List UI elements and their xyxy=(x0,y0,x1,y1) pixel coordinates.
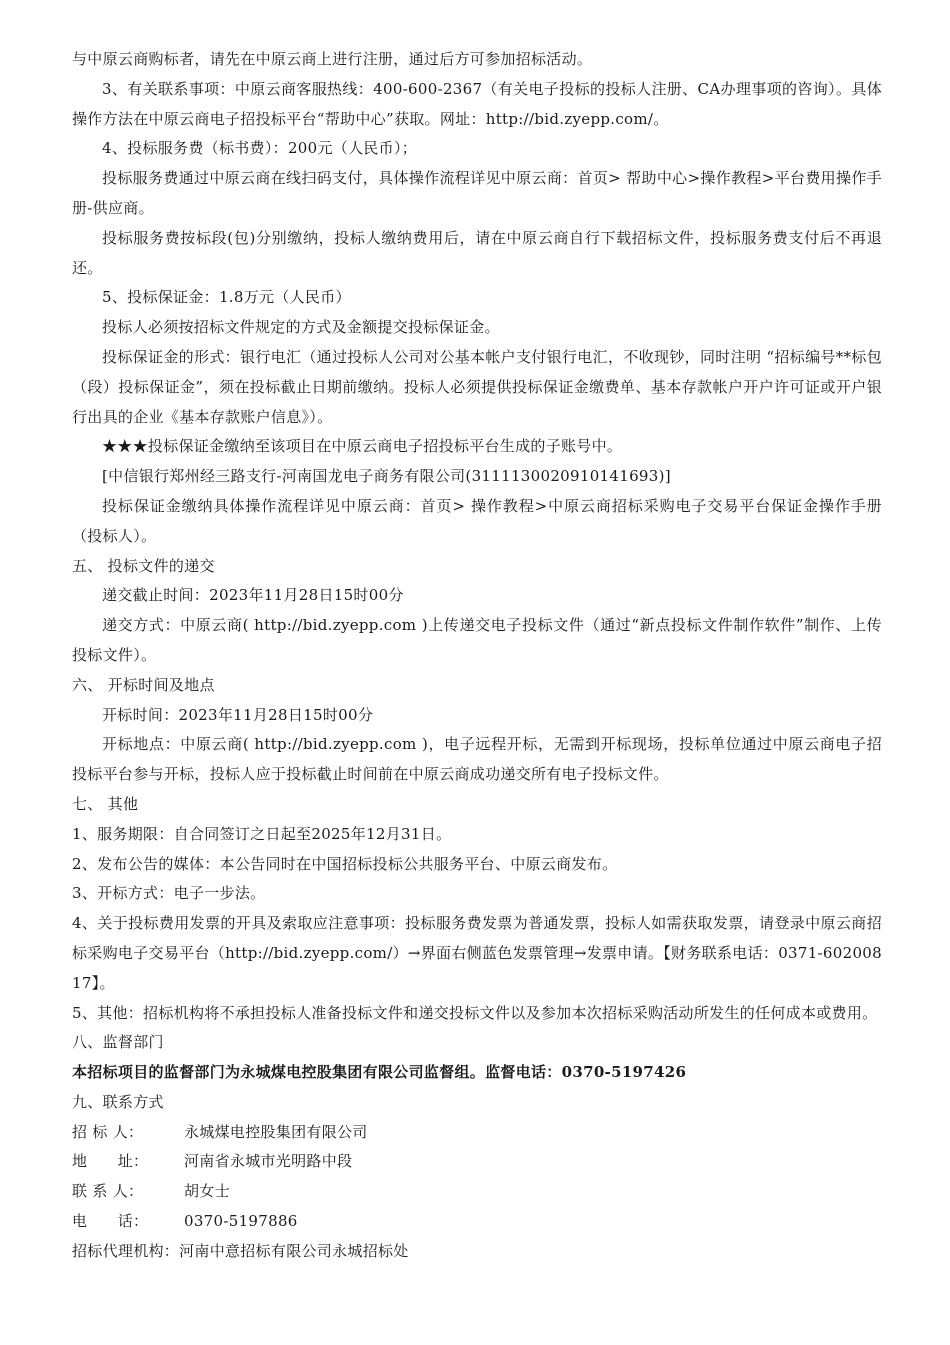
paragraph-opening-time: 开标时间：2023年11月28日15时00分 xyxy=(102,705,374,724)
section-heading-contact: 九、联系方式 xyxy=(72,1092,164,1111)
paragraph-register-note: 与中原云商购标者，请先在中原云商上进行注册，通过后方可参加招标活动。 xyxy=(72,50,593,68)
contact-row-agency xyxy=(72,1237,882,1267)
paragraph-submission-method: 递交方式：中原云商( http://bid.zyepp.com )上传递交电子投标文件（通过“新点投标文件制作软件”制作、上传投标文件）。 xyxy=(72,616,882,664)
paragraph-service-fee: 4、投标服务费（标书费）：200元（人民币）； xyxy=(102,139,418,158)
paragraph-service-fee-by-lot: 投标服务费按标段(包)分别缴纳，投标人缴纳费用后，请在中原云商自行下载招标文件，投标服务费支付后不再退还。 xyxy=(72,228,882,277)
paragraph-opening-method: 3、开标方式：电子一步法。 xyxy=(72,884,266,903)
contact-row-address xyxy=(72,1147,882,1177)
paragraph-invoice-notes: 4、关于投标费用发票的开具及索取应注意事项：投标服务费发票为普通发票，投标人如需获取发票，请登录中原云商招标采购电子交易平台（http://bid.zyepp.com/）→界面右侧蓝色发票管理→发票申请。【财务联系电话：0371-60200817】。 xyxy=(72,914,882,992)
contact-value: 河南省永城市光明路中段 xyxy=(184,1152,353,1171)
section-heading-supervision: 八、监督部门 xyxy=(72,1033,164,1052)
paragraph-submission-deadline: 递交截止时间：2023年11月28日15时00分 xyxy=(102,586,404,605)
paragraph-contact-matters: 3、有关联系事项：中原云商客服热线：400-600-2367（有关电子投标的投标人注册、CA办理事项的咨询）。具体操作方法在中原云商电子招投标平台“帮助中心”获取。网址：http://bid.zyepp.com/。 xyxy=(72,79,882,128)
contact-value: 永城煤电控股集团有限公司 xyxy=(184,1122,368,1141)
paragraph-service-fee-payment: 投标服务费通过中原云商在线扫码支付，具体操作流程详见中原云商：首页> 帮助中心>操作教程>平台费用操作手册-供应商。 xyxy=(72,169,882,217)
paragraph-service-period: 1、服务期限：自合同签订之日起至2025年12月31日。 xyxy=(72,824,452,843)
paragraph-bid-bond: 5、投标保证金：1.8万元（人民币） xyxy=(102,288,351,307)
section-heading-opening: 六、 开标时间及地点 xyxy=(72,675,215,694)
contact-key: 招 标 人： xyxy=(72,1122,144,1141)
section-heading-submission: 五、 投标文件的递交 xyxy=(72,556,215,575)
contact-key: 电 话： xyxy=(72,1212,149,1231)
paragraph-supervision-dept: 本招标项目的监督部门为永城煤电控股集团有限公司监督组。监督电话：0370-5197426 xyxy=(72,1063,687,1082)
contact-value: 胡女士 xyxy=(184,1182,230,1201)
paragraph-opening-location: 开标地点：中原云商( http://bid.zyepp.com )，电子远程开标，无需到开标现场，投标单位通过中原云商电子招投标平台参与开标，投标人应于投标截止时间前在中原云商成功递交所有电子投标文件。 xyxy=(72,735,882,784)
contact-list xyxy=(72,1118,882,1267)
paragraph-bond-procedure: 投标保证金缴纳具体操作流程详见中原云商：首页> 操作教程>中原云商招标采购电子交易平台保证金操作手册（投标人）。 xyxy=(72,496,882,545)
paragraph-bond-requirement: 投标人必须按招标文件规定的方式及金额提交投标保证金。 xyxy=(102,318,500,337)
contact-row-phone xyxy=(72,1207,882,1237)
document-body xyxy=(72,45,882,1267)
contact-key: 地 址： xyxy=(72,1152,149,1171)
paragraph-publish-media: 2、发布公告的媒体：本公告同时在中国招标投标公共服务平台、中原云商发布。 xyxy=(72,854,618,873)
paragraph-bond-subaccount: ★★★投标保证金缴纳至该项目在中原云商电子招投标平台生成的子账号中。 xyxy=(102,437,623,456)
section-heading-other: 七、 其他 xyxy=(72,794,139,813)
contact-value: 河南中意招标有限公司永城招标处 xyxy=(179,1241,409,1260)
contact-key: 联 系 人： xyxy=(72,1182,144,1201)
paragraph-bank-account: [中信银行郑州经三路支行-河南国龙电子商务有限公司(3111130020910141693)] xyxy=(102,467,671,486)
contact-row-person xyxy=(72,1177,882,1207)
contact-key: 招标代理机构： xyxy=(72,1241,180,1260)
paragraph-bond-form: 投标保证金的形式：银行电汇（通过投标人公司对公基本帐户支付银行电汇，不收现钞，同时注明 “招标编号**标包（段）投标保证金”，须在投标截止日期前缴纳。投标人必须提供投标保证金缴费单、基本存款帐户开户许可证或开户银行出具的企业《基本存款账户信息》）。 xyxy=(72,347,882,426)
contact-value: 0370-5197886 xyxy=(184,1212,298,1231)
paragraph-other-costs: 5、其他：招标机构将不承担投标人准备投标文件和递交投标文件以及参加本次招标采购活动所发生的任何成本或费用。 xyxy=(72,1003,878,1022)
contact-row-tenderer xyxy=(72,1118,882,1148)
